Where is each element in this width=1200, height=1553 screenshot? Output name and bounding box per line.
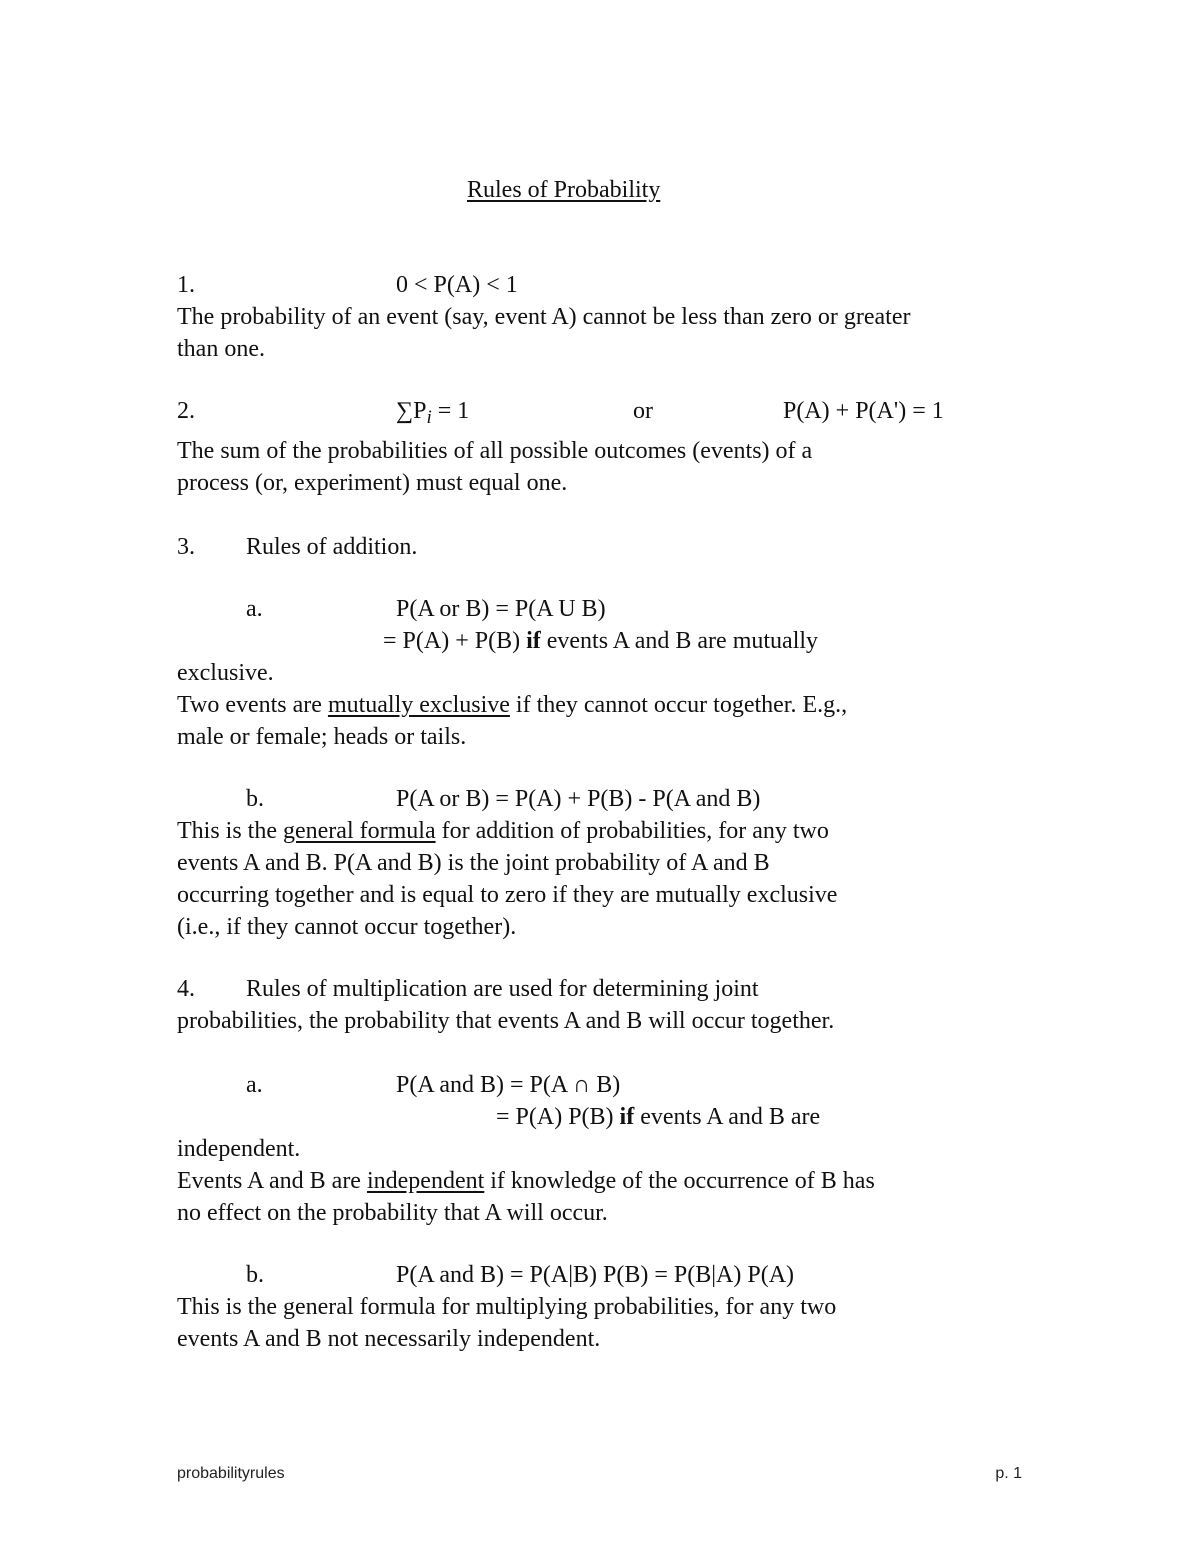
sum-symbol: ∑P [396, 398, 427, 424]
general-formula-term: general formula [283, 818, 436, 844]
rule4b-formula: P(A and B) = P(A|B) P(B) = P(B|A) P(A) [396, 1262, 795, 1288]
rule3a-formula-line2-end: events A and B are mutually [540, 628, 819, 654]
rule4a-formula-line2-end: events A and B are [634, 1104, 821, 1130]
rule1-formula: 0 < P(A) < 1 [396, 272, 518, 298]
rule3a-formula-line2 [383, 626, 818, 656]
rule3a-if-bold: if [526, 628, 541, 654]
rule1-description-line1: The probability of an event (say, event A) cannot be less than zero or greater [177, 304, 911, 330]
rule4a-formula-line1: P(A and B) = P(A ∩ B) [396, 1072, 621, 1098]
rule4-heading: Rules of multiplication are used for determining joint [246, 976, 759, 1002]
mutually-exclusive-term: mutually exclusive [327, 692, 510, 718]
rule2-number: 2. [177, 398, 195, 424]
rule4-number: 4. [177, 976, 195, 1002]
rule3a-desc-end: if they cannot occur together. E.g., [509, 692, 848, 718]
rule2-sum-formula [396, 396, 469, 428]
rule3b-desc-start: This is the [177, 818, 283, 844]
rule4b-label: b. [246, 1262, 264, 1288]
rule2-description-line2: process (or, experiment) must equal one. [177, 470, 568, 496]
rule3a-desc-start: Two events are [177, 692, 328, 718]
rule3b-description-line4: (i.e., if they cannot occur together). [177, 914, 517, 940]
rule3b-description-line1 [177, 816, 829, 846]
rule4a-desc-end: if knowledge of the occurrence of B has [484, 1168, 875, 1194]
rule3a-formula-line2-start: = P(A) + P(B) [383, 628, 527, 654]
sum-subscript: i [426, 407, 432, 428]
footer-page-number: p. 1 [995, 1465, 1022, 1482]
rule2-description-line1: The sum of the probabilities of all possible outcomes (events) of a [177, 438, 813, 464]
rule3a-formula-line1: P(A or B) = P(A U B) [396, 596, 606, 622]
rule4-heading-line2: probabilities, the probability that events A and B will occur together. [177, 1008, 835, 1034]
rule2-complement-formula: P(A) + P(A') = 1 [783, 398, 944, 424]
rule3a-label: a. [246, 596, 263, 622]
rule4a-formula-continuation: independent. [177, 1136, 301, 1162]
rule4a-description-line2: no effect on the probability that A will occur. [177, 1200, 608, 1226]
rule3b-description-line3: occurring together and is equal to zero if they are mutually exclusive [177, 882, 838, 908]
footer-filename: probabilityrules [177, 1465, 285, 1482]
rule3a-description-line2: male or female; heads or tails. [177, 724, 467, 750]
rule4a-formula-line2-start: = P(A) P(B) [496, 1104, 620, 1130]
rule3b-desc-end: for addition of probabilities, for any two [435, 818, 829, 844]
rule4b-description-line1: This is the general formula for multiplying probabilities, for any two [177, 1294, 837, 1320]
rule3-heading: Rules of addition. [246, 534, 418, 560]
rule2-or: or [633, 398, 653, 424]
rule4a-description-line1 [177, 1166, 875, 1196]
rule3a-formula-continuation: exclusive. [177, 660, 274, 686]
rule4a-label: a. [246, 1072, 263, 1098]
rule4a-formula-line2 [496, 1102, 820, 1132]
rule3b-formula: P(A or B) = P(A) + P(B) - P(A and B) [396, 786, 761, 812]
rule1-description-line2: than one. [177, 336, 265, 362]
rule1-number: 1. [177, 272, 195, 298]
page-title: Rules of Probability [467, 177, 661, 203]
rule3-number: 3. [177, 534, 195, 560]
rule4a-desc-start: Events A and B are [177, 1168, 367, 1194]
rule4a-if-bold: if [619, 1104, 635, 1130]
independent-term: independent [366, 1168, 485, 1194]
rule3b-description-line2: events A and B. P(A and B) is the joint probability of A and B [177, 850, 770, 876]
rule3a-description-line1 [177, 690, 847, 720]
sum-equals: = 1 [431, 398, 470, 424]
rule4b-description-line2: events A and B not necessarily independent. [177, 1326, 601, 1352]
rule3b-label: b. [246, 786, 264, 812]
